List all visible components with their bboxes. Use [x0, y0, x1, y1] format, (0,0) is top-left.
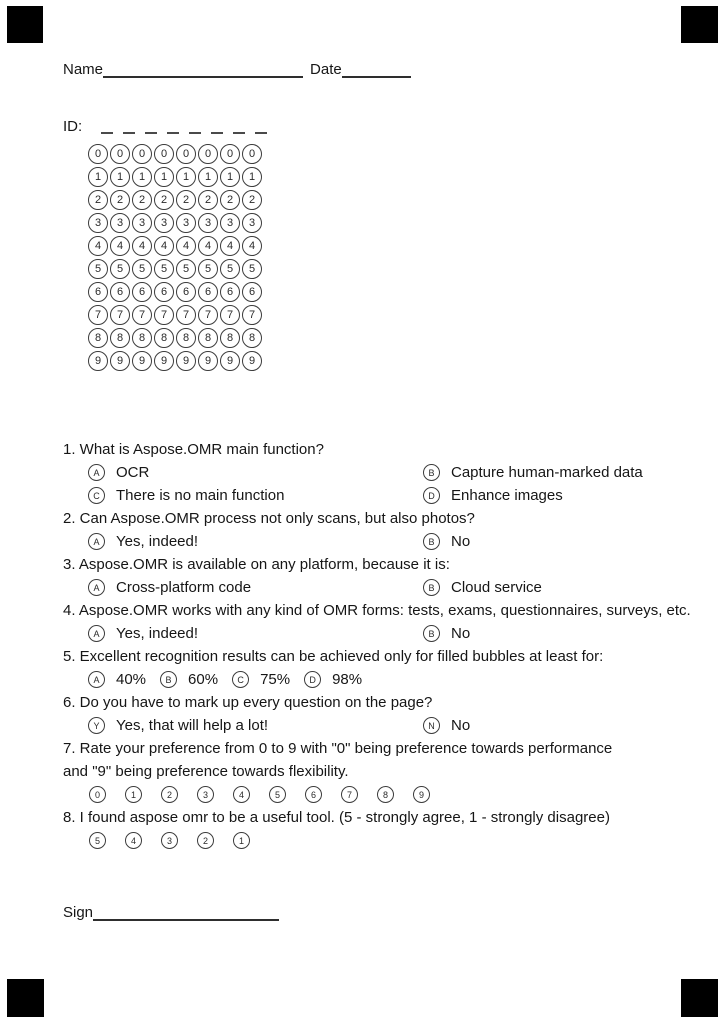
question-text: and "9" being preference towards flexibility.	[63, 763, 349, 780]
id-bubble[interactable]: 4	[198, 236, 218, 256]
answer-bubble[interactable]: 3	[197, 786, 214, 803]
id-bubble[interactable]: 6	[242, 282, 262, 302]
answer-label: 40%	[116, 671, 147, 688]
id-bubble[interactable]: 8	[198, 328, 218, 348]
answer-option	[377, 783, 394, 806]
id-bubble[interactable]: 4	[242, 236, 262, 256]
id-bubble[interactable]: 3	[242, 213, 262, 233]
id-bubble[interactable]: 8	[110, 328, 130, 348]
id-bubble[interactable]: 8	[242, 328, 262, 348]
id-digit-slot[interactable]	[189, 122, 201, 134]
id-digit-slot[interactable]	[255, 122, 267, 134]
id-bubble[interactable]: 5	[242, 259, 262, 279]
id-bubble[interactable]: 6	[154, 282, 174, 302]
question-text: 8. I found aspose omr to be a useful tool. (5 - strongly agree, 1 - strongly disagree)	[63, 809, 610, 826]
id-bubble[interactable]: 2	[242, 190, 262, 210]
id-bubble[interactable]: 1	[154, 167, 174, 187]
id-bubble[interactable]: 1	[132, 167, 152, 187]
answer-option	[88, 461, 423, 484]
registration-mark-top-left	[7, 6, 43, 43]
answer-label: There is no main function	[116, 487, 285, 504]
id-bubble[interactable]: 9	[198, 351, 218, 371]
answer-label: 98%	[332, 671, 363, 688]
id-bubble[interactable]: 8	[88, 328, 108, 348]
answer-option	[197, 829, 214, 852]
answer-option	[197, 783, 214, 806]
question-block	[63, 553, 713, 599]
id-bubble[interactable]: 5	[154, 259, 174, 279]
answer-option	[161, 783, 178, 806]
answer-option	[88, 530, 423, 553]
answer-bubble[interactable]: 3	[161, 832, 178, 849]
id-bubble[interactable]: 0	[110, 144, 130, 164]
question-text: 6. Do you have to mark up every question on the page?	[63, 694, 433, 711]
id-bubble[interactable]: 5	[176, 259, 196, 279]
answer-option	[161, 829, 178, 852]
id-bubble[interactable]: 5	[132, 259, 152, 279]
answer-bubble[interactable]: B	[160, 671, 177, 688]
id-grid-row	[88, 144, 262, 164]
answer-bubble[interactable]: 9	[413, 786, 430, 803]
answer-option	[413, 783, 430, 806]
id-bubble[interactable]: 7	[220, 305, 240, 325]
answer-option	[89, 829, 106, 852]
id-bubble[interactable]: 2	[88, 190, 108, 210]
answer-options	[63, 461, 713, 507]
id-bubble[interactable]: 4	[132, 236, 152, 256]
question-text: 2. Can Aspose.OMR process not only scans, but also photos?	[63, 510, 475, 527]
id-bubble[interactable]: 8	[176, 328, 196, 348]
answer-bubble[interactable]: 7	[341, 786, 358, 803]
id-bubble[interactable]: 3	[220, 213, 240, 233]
id-bubble[interactable]: 9	[220, 351, 240, 371]
id-grid-row	[88, 259, 262, 279]
id-bubble[interactable]: 2	[198, 190, 218, 210]
answer-option	[232, 668, 290, 691]
answer-label: OCR	[116, 464, 150, 481]
id-bubble[interactable]: 9	[176, 351, 196, 371]
answer-bubble[interactable]: 0	[89, 786, 106, 803]
answer-option	[88, 668, 146, 691]
answer-label: Yes, that will help a lot!	[116, 717, 269, 734]
id-bubble[interactable]: 1	[110, 167, 130, 187]
question-text: 4. Aspose.OMR works with any kind of OMR forms: tests, exams, questionnaires, surveys, etc.	[63, 602, 691, 619]
id-grid-row	[88, 305, 262, 325]
sign-row	[63, 903, 279, 921]
answer-label: Yes, indeed!	[116, 625, 199, 642]
id-grid-row	[88, 351, 262, 371]
answer-bubble[interactable]: A	[88, 625, 105, 642]
id-bubble[interactable]: 7	[110, 305, 130, 325]
answer-option	[423, 714, 713, 737]
id-bubble[interactable]: 3	[198, 213, 218, 233]
question-text: 5. Excellent recognition results can be achieved only for filled bubbles at least for:	[63, 648, 604, 665]
answer-bubble[interactable]: B	[423, 533, 440, 550]
answer-option	[423, 484, 713, 507]
answer-bubble[interactable]: B	[423, 625, 440, 642]
answer-label: No	[451, 533, 471, 550]
answer-label: Yes, indeed!	[116, 533, 199, 550]
answer-bubble[interactable]: B	[423, 579, 440, 596]
id-bubble[interactable]: 8	[220, 328, 240, 348]
answer-bubble[interactable]: C	[232, 671, 249, 688]
id-digit-slot[interactable]	[233, 122, 245, 134]
id-bubble[interactable]: 7	[88, 305, 108, 325]
id-bubble[interactable]: 1	[242, 167, 262, 187]
id-bubble[interactable]: 6	[198, 282, 218, 302]
answer-bubble[interactable]: 1	[233, 832, 250, 849]
id-bubble[interactable]: 0	[242, 144, 262, 164]
answer-options	[63, 783, 713, 806]
id-grid-row	[88, 213, 262, 233]
answer-bubble[interactable]: N	[423, 717, 440, 734]
answer-bubble[interactable]: C	[88, 487, 105, 504]
answer-bubble[interactable]: 2	[161, 786, 178, 803]
id-bubble[interactable]: 4	[176, 236, 196, 256]
answer-label: 75%	[260, 671, 291, 688]
answer-bubble[interactable]: A	[88, 464, 105, 481]
date-label: Date	[310, 61, 342, 78]
id-dash-row	[101, 122, 267, 134]
answer-option	[88, 622, 423, 645]
id-bubble[interactable]: 1	[176, 167, 196, 187]
answer-label: Cross-platform code	[116, 579, 252, 596]
id-bubble[interactable]: 4	[220, 236, 240, 256]
id-bubble[interactable]: 9	[242, 351, 262, 371]
answer-bubble[interactable]: 2	[197, 832, 214, 849]
id-bubble[interactable]: 5	[110, 259, 130, 279]
id-digit-slot[interactable]	[167, 122, 179, 134]
question-text: 3. Aspose.OMR is available on any platform, because it is:	[63, 556, 450, 573]
answer-option	[233, 783, 250, 806]
id-bubble[interactable]: 2	[110, 190, 130, 210]
answer-bubble[interactable]: 1	[125, 786, 142, 803]
id-bubble[interactable]: 7	[154, 305, 174, 325]
answer-label: Cloud service	[451, 579, 542, 596]
id-bubble[interactable]: 9	[110, 351, 130, 371]
question-text: 7. Rate your preference from 0 to 9 with "0" being preference towards performance	[63, 740, 613, 757]
id-bubble[interactable]: 0	[198, 144, 218, 164]
answer-options	[63, 829, 713, 852]
id-bubble[interactable]: 3	[132, 213, 152, 233]
answer-option	[233, 829, 250, 852]
id-bubble[interactable]: 7	[242, 305, 262, 325]
name-date-row	[63, 60, 411, 78]
id-bubble[interactable]: 2	[220, 190, 240, 210]
question-block	[63, 438, 713, 507]
answer-bubble[interactable]: 6	[305, 786, 322, 803]
answer-bubble[interactable]: A	[88, 579, 105, 596]
id-label: ID:	[63, 118, 83, 135]
id-bubble[interactable]: 3	[110, 213, 130, 233]
id-bubble[interactable]: 0	[176, 144, 196, 164]
question-block	[63, 599, 713, 645]
answer-label: Capture human-marked data	[451, 464, 643, 481]
id-bubble[interactable]: 9	[88, 351, 108, 371]
id-bubble[interactable]: 1	[198, 167, 218, 187]
answer-bubble[interactable]: A	[88, 671, 105, 688]
id-bubble-grid	[88, 144, 262, 371]
id-grid-row	[88, 167, 262, 187]
question-block	[63, 806, 713, 852]
answer-option	[341, 783, 358, 806]
id-bubble[interactable]: 8	[154, 328, 174, 348]
name-field-line[interactable]	[103, 61, 303, 78]
answer-bubble[interactable]: 8	[377, 786, 394, 803]
id-bubble[interactable]: 5	[220, 259, 240, 279]
id-bubble[interactable]: 2	[154, 190, 174, 210]
answer-bubble[interactable]: D	[304, 671, 321, 688]
answer-label: No	[451, 717, 471, 734]
answer-option	[269, 783, 286, 806]
id-bubble[interactable]: 8	[132, 328, 152, 348]
answer-option	[88, 484, 423, 507]
id-digit-slot[interactable]	[101, 122, 113, 134]
answer-options	[63, 530, 713, 553]
answer-option	[125, 829, 142, 852]
id-bubble[interactable]: 6	[176, 282, 196, 302]
question-block	[63, 737, 713, 806]
answer-bubble[interactable]: A	[88, 533, 105, 550]
name-label: Name	[63, 61, 104, 78]
answer-option	[423, 530, 713, 553]
answer-bubble[interactable]: Y	[88, 717, 105, 734]
id-bubble[interactable]: 4	[154, 236, 174, 256]
answer-option	[304, 668, 362, 691]
id-grid-row	[88, 190, 262, 210]
id-bubble[interactable]: 3	[154, 213, 174, 233]
answer-bubble[interactable]: 5	[269, 786, 286, 803]
answer-option	[305, 783, 322, 806]
id-bubble[interactable]: 5	[198, 259, 218, 279]
id-grid-row	[88, 328, 262, 348]
answer-option	[125, 783, 142, 806]
id-bubble[interactable]: 6	[110, 282, 130, 302]
answer-option	[160, 668, 218, 691]
id-digit-slot[interactable]	[211, 122, 223, 134]
id-bubble[interactable]: 9	[132, 351, 152, 371]
answer-bubble[interactable]: 4	[233, 786, 250, 803]
id-digit-slot[interactable]	[123, 122, 135, 134]
answer-options	[63, 576, 713, 599]
id-bubble[interactable]: 4	[88, 236, 108, 256]
question-block	[63, 691, 713, 737]
answer-option	[88, 714, 423, 737]
id-bubble[interactable]: 2	[132, 190, 152, 210]
sign-label: Sign	[63, 904, 94, 921]
answer-option	[423, 622, 713, 645]
id-bubble[interactable]: 0	[154, 144, 174, 164]
id-bubble[interactable]: 7	[176, 305, 196, 325]
id-grid-row	[88, 236, 262, 256]
id-bubble[interactable]: 5	[88, 259, 108, 279]
questions	[63, 438, 713, 852]
answer-option	[89, 783, 106, 806]
date-field-line[interactable]	[342, 61, 411, 78]
answer-bubble[interactable]: 4	[125, 832, 142, 849]
id-bubble[interactable]: 0	[132, 144, 152, 164]
sign-field-line[interactable]	[93, 904, 279, 921]
id-bubble[interactable]: 6	[220, 282, 240, 302]
id-grid-row	[88, 282, 262, 302]
registration-mark-bottom-left	[7, 979, 44, 1017]
question-text: 1. What is Aspose.OMR main function?	[63, 441, 324, 458]
id-bubble[interactable]: 3	[176, 213, 196, 233]
answer-bubble[interactable]: 5	[89, 832, 106, 849]
id-bubble[interactable]: 6	[132, 282, 152, 302]
answer-label: 60%	[188, 671, 219, 688]
answer-options	[63, 622, 713, 645]
id-bubble[interactable]: 4	[110, 236, 130, 256]
question-block	[63, 645, 713, 691]
answer-bubble[interactable]: B	[423, 464, 440, 481]
id-bubble[interactable]: 3	[88, 213, 108, 233]
registration-mark-bottom-right	[681, 979, 718, 1017]
answer-option	[88, 576, 423, 599]
id-bubble[interactable]: 7	[198, 305, 218, 325]
answer-label: No	[451, 625, 471, 642]
answer-option	[423, 461, 713, 484]
registration-mark-top-right	[681, 6, 718, 43]
id-bubble[interactable]: 2	[176, 190, 196, 210]
id-bubble[interactable]: 7	[132, 305, 152, 325]
answer-bubble[interactable]: D	[423, 487, 440, 504]
question-block	[63, 507, 713, 553]
answer-options	[63, 668, 713, 691]
id-digit-slot[interactable]	[145, 122, 157, 134]
id-bubble[interactable]: 6	[88, 282, 108, 302]
answer-label: Enhance images	[451, 487, 563, 504]
id-bubble[interactable]: 0	[88, 144, 108, 164]
answer-option	[423, 576, 713, 599]
id-bubble[interactable]: 1	[88, 167, 108, 187]
id-bubble[interactable]: 9	[154, 351, 174, 371]
answer-options	[63, 714, 713, 737]
id-bubble[interactable]: 1	[220, 167, 240, 187]
id-bubble[interactable]: 0	[220, 144, 240, 164]
